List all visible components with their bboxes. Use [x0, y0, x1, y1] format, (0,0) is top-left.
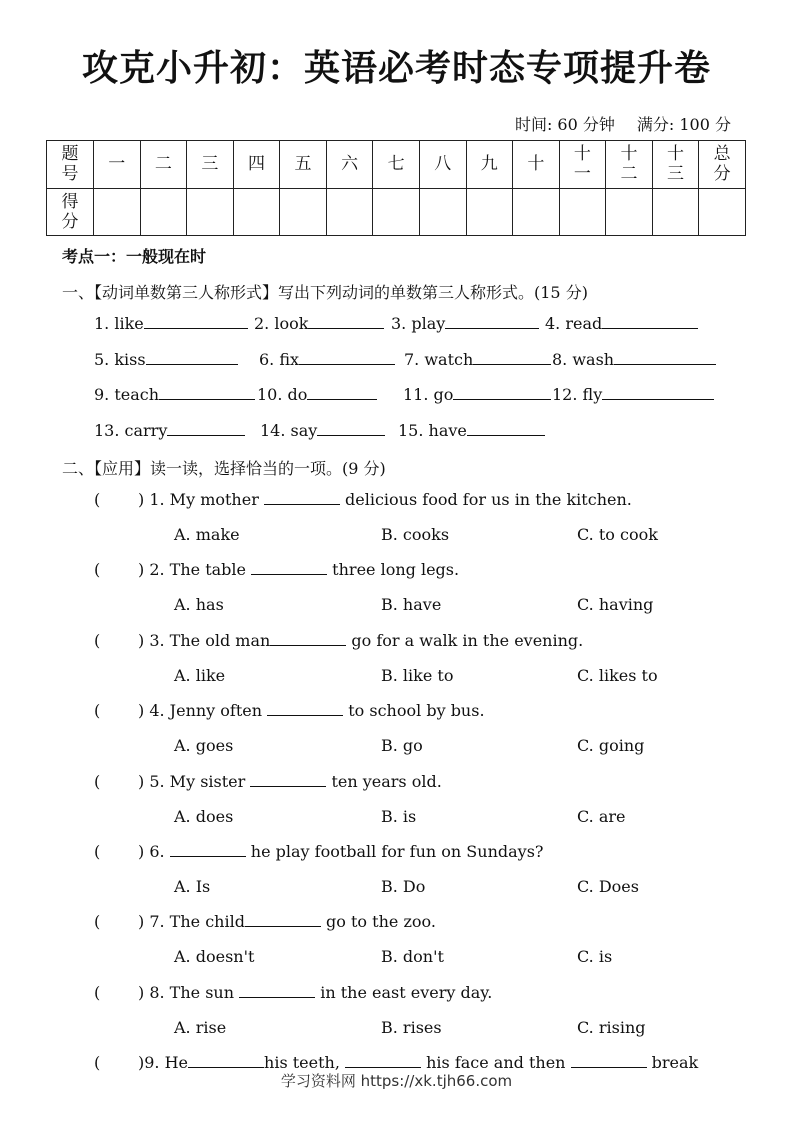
question-text: go to the zoo.: [320, 912, 436, 932]
verb-label: 1. like: [94, 314, 144, 333]
verb-label: 3. play: [391, 314, 446, 333]
verb-item: [94, 314, 248, 333]
score-cell[interactable]: [373, 188, 420, 236]
answer-blank[interactable]: [571, 1053, 647, 1068]
question-text: go for a walk in the evening.: [346, 630, 584, 650]
verb-item: [94, 421, 245, 440]
answer-blank[interactable]: [602, 385, 714, 400]
question-stem: [138, 631, 583, 650]
score-table-column-header: 七: [373, 141, 420, 189]
verb-item: [403, 385, 551, 404]
question-text: to school by bus.: [343, 701, 485, 721]
answer-blank[interactable]: [264, 490, 340, 505]
score-table-column-header: 八: [419, 141, 466, 189]
answer-blank[interactable]: [146, 350, 238, 365]
option-b[interactable]: B. go: [381, 736, 423, 756]
question-text: ) 2. The table: [138, 560, 252, 580]
score-table-score-row: [47, 188, 746, 236]
verb-label: 13. carry: [94, 421, 168, 440]
answer-blank[interactable]: [307, 385, 377, 400]
score-table-column-header: 一: [94, 141, 141, 189]
full-score: 满分: 100 分: [636, 115, 731, 134]
score-table: [46, 140, 746, 236]
question-stem: [138, 842, 543, 861]
answer-blank[interactable]: [445, 314, 539, 329]
score-table-column-header: 九: [466, 141, 513, 189]
option-b[interactable]: B. Do: [381, 877, 426, 896]
answer-blank[interactable]: [267, 701, 343, 716]
option-c[interactable]: C. is: [577, 947, 613, 967]
option-a[interactable]: A. make: [174, 525, 240, 544]
answer-blank[interactable]: [245, 912, 321, 927]
option-a[interactable]: A. has: [174, 595, 224, 615]
answer-blank[interactable]: [467, 421, 545, 436]
verb-item: [552, 350, 716, 369]
verb-item: [545, 314, 698, 333]
score-table-column-header: 四: [233, 141, 280, 189]
question-stem: [138, 560, 459, 579]
option-c[interactable]: C. to cook: [577, 525, 658, 544]
option-a[interactable]: A. like: [174, 665, 226, 685]
answer-blank[interactable]: [144, 314, 248, 329]
answer-blank[interactable]: [167, 421, 245, 436]
answer-bracket[interactable]: (: [94, 982, 101, 1002]
part2-heading: 二、【应用】读一读，选择恰当的一项。(9 分): [62, 459, 386, 478]
score-table-column-header: 三: [187, 141, 234, 189]
answer-blank[interactable]: [308, 314, 384, 329]
answer-bracket[interactable]: (: [94, 630, 101, 650]
question-text: break: [646, 1053, 699, 1072]
option-c[interactable]: C. are: [577, 806, 626, 826]
answer-blank[interactable]: [270, 631, 346, 646]
score-table-column-header: 十 三: [652, 141, 699, 189]
question-text: three long legs.: [327, 560, 460, 580]
score-table-column-header: 十: [513, 141, 560, 189]
verb-label: 9. teach: [94, 385, 160, 404]
question-text: ) 8. The sun: [138, 982, 240, 1002]
verb-label: 11. go: [403, 385, 454, 404]
option-b[interactable]: B. don't: [381, 947, 444, 967]
answer-blank[interactable]: [239, 983, 315, 998]
verb-item: [94, 385, 255, 404]
score-table-row-label: 题 号: [47, 141, 94, 189]
score-table-column-header: 六: [326, 141, 373, 189]
question-text: delicious food for us in the kitchen.: [339, 490, 632, 509]
answer-blank[interactable]: [602, 314, 698, 329]
score-table-column-header: 二: [140, 141, 187, 189]
verb-label: 6. fix: [259, 350, 300, 369]
option-c[interactable]: C. having: [577, 595, 654, 615]
question-text: ten years old.: [326, 771, 442, 791]
answer-bracket[interactable]: (: [94, 842, 101, 861]
question-text: ) 3. The old man: [138, 630, 271, 650]
score-table-row-label: 得 分: [47, 188, 94, 236]
score-table-column-header: 十 一: [559, 141, 606, 189]
option-c[interactable]: C. likes to: [577, 665, 658, 685]
answer-bracket[interactable]: (: [94, 560, 101, 580]
option-b[interactable]: B. have: [381, 595, 442, 615]
option-a[interactable]: A. goes: [174, 736, 234, 756]
question-text: ) 7. The child: [138, 912, 245, 932]
option-b[interactable]: B. cooks: [381, 525, 450, 544]
verb-label: 8. wash: [552, 350, 615, 369]
verb-label: 12. fly: [552, 385, 603, 404]
option-c[interactable]: C. Does: [577, 877, 639, 896]
question-text: ) 4. Jenny often: [138, 701, 268, 721]
verb-item: [398, 421, 545, 440]
option-a[interactable]: A. rise: [174, 1017, 227, 1037]
page-title: 攻克小升初：英语必考时态专项提升卷: [81, 48, 711, 89]
score-cell[interactable]: [280, 188, 327, 236]
verb-item: [94, 350, 238, 369]
question-stem: [138, 701, 485, 720]
verb-label: 7. watch: [404, 350, 474, 369]
option-b[interactable]: B. like to: [381, 665, 454, 685]
answer-blank[interactable]: [159, 385, 255, 400]
question-text: he play football for fun on Sundays?: [245, 842, 544, 861]
answer-bracket[interactable]: (: [94, 912, 101, 932]
score-table-column-header: 总 分: [699, 141, 746, 189]
answer-blank[interactable]: [614, 350, 716, 365]
score-cell[interactable]: [606, 188, 653, 236]
watermark: 学习资料网 https://xk.tjh66.com: [280, 1072, 513, 1090]
answer-blank[interactable]: [170, 842, 246, 857]
answer-bracket[interactable]: (: [94, 1053, 101, 1072]
verb-label: 14. say: [260, 421, 318, 440]
exam-meta: [515, 112, 731, 135]
answer-blank[interactable]: [473, 350, 551, 365]
answer-blank[interactable]: [188, 1053, 264, 1068]
score-cell[interactable]: [466, 188, 513, 236]
verb-item: [260, 421, 385, 440]
question-stem: [138, 912, 436, 931]
verb-item: [254, 314, 384, 333]
verb-label: 5. kiss: [94, 350, 146, 369]
answer-blank[interactable]: [251, 560, 327, 575]
option-a[interactable]: A. doesn't: [174, 947, 255, 967]
answer-blank[interactable]: [453, 385, 551, 400]
question-text: ) 6.: [138, 842, 170, 861]
question-stem: [138, 983, 492, 1002]
score-cell[interactable]: [559, 188, 606, 236]
verb-label: 4. read: [545, 314, 603, 333]
score-table-column-header: 十 二: [606, 141, 653, 189]
question-stem: [138, 490, 632, 509]
option-c[interactable]: C. rising: [577, 1017, 646, 1037]
answer-blank[interactable]: [250, 772, 326, 787]
verb-item: [259, 350, 395, 369]
answer-bracket[interactable]: (: [94, 490, 101, 509]
verb-label: 15. have: [398, 421, 467, 440]
question-text: his face and then: [421, 1053, 571, 1072]
score-cell[interactable]: [513, 188, 560, 236]
question-stem: [138, 772, 442, 791]
score-cell[interactable]: [94, 188, 141, 236]
time-limit: 时间: 60 分钟: [514, 115, 615, 134]
score-cell[interactable]: [326, 188, 373, 236]
verb-item: [391, 314, 539, 333]
verb-label: 10. do: [257, 385, 308, 404]
option-a[interactable]: A. Is: [174, 877, 211, 896]
verb-item: [404, 350, 551, 369]
part1-heading: 一、【动词单数第三人称形式】写出下列动词的单数第三人称形式。(15 分): [62, 283, 588, 302]
verb-item: [552, 385, 714, 404]
score-cell[interactable]: [699, 188, 746, 236]
answer-bracket[interactable]: (: [94, 771, 101, 791]
answer-bracket[interactable]: (: [94, 701, 101, 721]
question-text: ) 5. My sister: [138, 771, 251, 791]
score-table-header-row: [47, 141, 746, 189]
option-c[interactable]: C. going: [577, 736, 645, 756]
option-a[interactable]: A. does: [174, 806, 234, 826]
question-text: ) 1. My mother: [138, 490, 264, 509]
answer-blank[interactable]: [317, 421, 385, 436]
score-table-column-header: 五: [280, 141, 327, 189]
score-cell[interactable]: [419, 188, 466, 236]
verb-label: 2. look: [254, 314, 309, 333]
score-cell[interactable]: [233, 188, 280, 236]
answer-blank[interactable]: [299, 350, 395, 365]
verb-item: [257, 385, 377, 404]
option-b[interactable]: B. rises: [381, 1017, 442, 1037]
option-b[interactable]: B. is: [381, 806, 417, 826]
answer-blank[interactable]: [345, 1053, 421, 1068]
question-text: in the east every day.: [315, 982, 493, 1002]
score-cell[interactable]: [187, 188, 234, 236]
question-text: )9. He: [138, 1053, 189, 1072]
score-cell[interactable]: [140, 188, 187, 236]
score-cell[interactable]: [652, 188, 699, 236]
question-text: his teeth,: [264, 1053, 346, 1072]
section-heading: 考点一：一般现在时: [62, 247, 207, 266]
